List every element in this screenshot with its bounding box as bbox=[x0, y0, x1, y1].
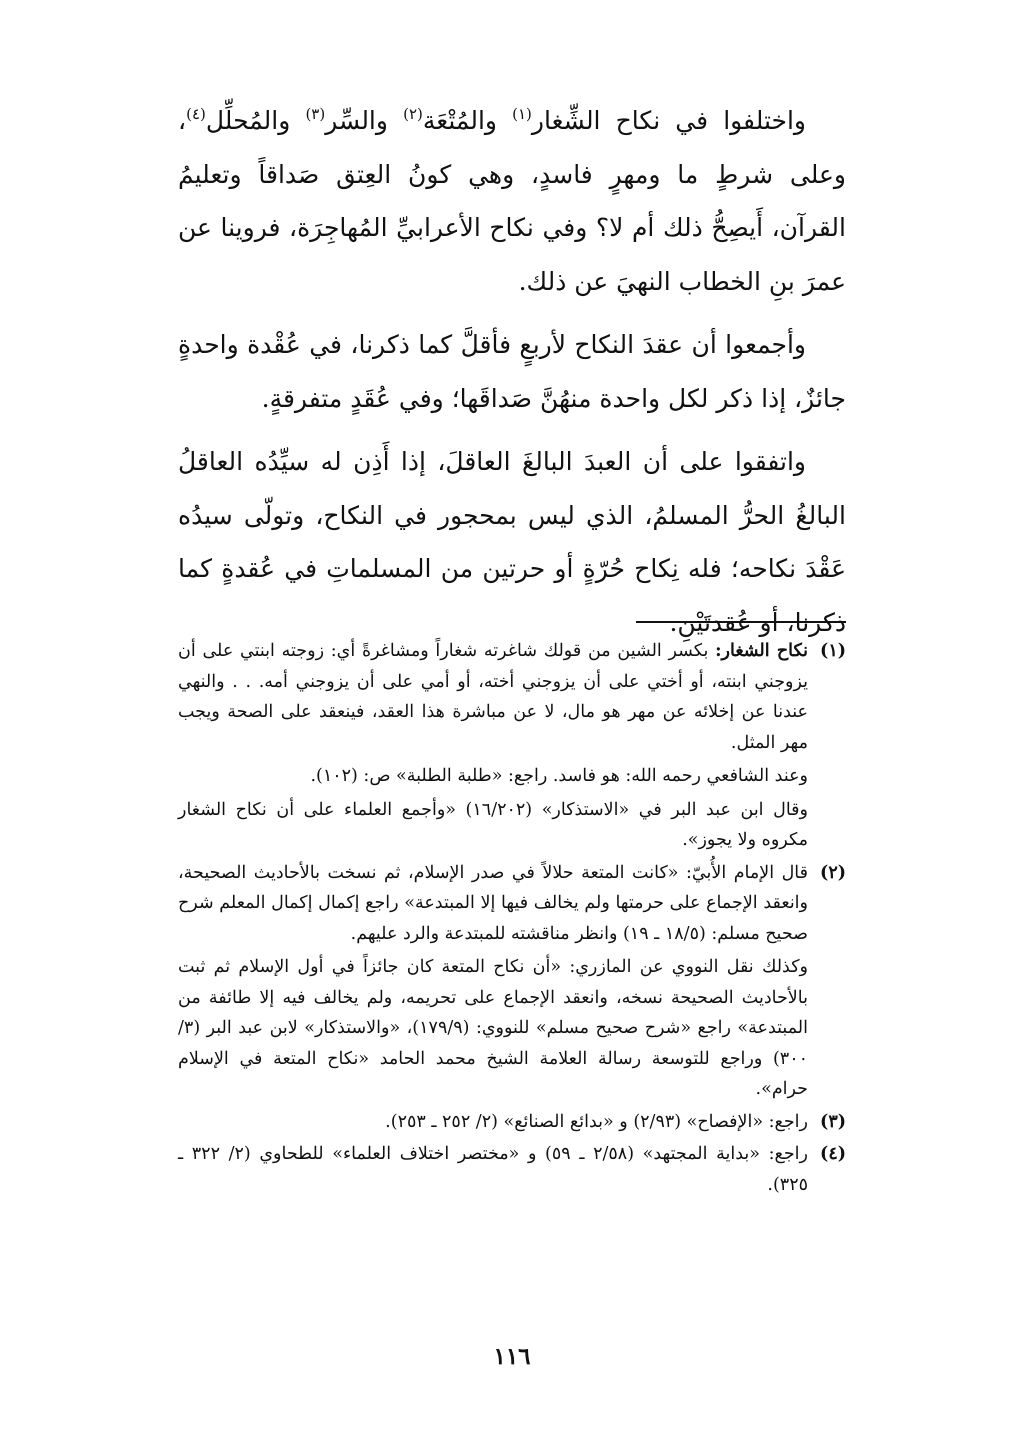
main-text bbox=[178, 94, 846, 649]
page-number: ١١٦ bbox=[493, 1343, 531, 1370]
footnote-number: (٢) bbox=[820, 862, 846, 883]
main-text-run: والمُتْعَة bbox=[422, 106, 513, 135]
footnote-number: (٣) bbox=[820, 1111, 846, 1132]
main-text-run: واختلفوا في نكاح الشِّغار bbox=[531, 106, 807, 135]
footnote-paragraph bbox=[178, 636, 808, 758]
footnote-item bbox=[178, 636, 846, 858]
footnote-number: (٤) bbox=[820, 1144, 846, 1164]
footnote-paragraph: وعند الشافعي رحمه الله: هو فاسد. راجع: «طلبة الطلبة» ص: (١٠٢). bbox=[310, 766, 808, 786]
main-text-run: ، وعلى شرطٍ ما ومهرٍ فاسدٍ، وهي كونُ العِتق صَداقاً وتعليمُ القرآن، أَيصِحُّ ذلك أم لا؟ وفي نكاح الأعرابيِّ المُهاجِرَة، فروينا عن عمرَ بنِ الخطاب النهيَ عن ذلك. bbox=[178, 106, 846, 296]
footnote-paragraph: راجع: «بداية المجتهد» (٢/٥٨ ـ ٥٩) و «مختصر اختلاف العلماء» للطحاوي (٢/ ٣٢٢ ـ ٣٢٥). bbox=[178, 1144, 808, 1195]
footnote-ref: (٢) bbox=[403, 105, 423, 123]
main-text-run: والسِّر bbox=[325, 106, 404, 135]
footnote-heading: نكاح الشغار: bbox=[715, 641, 809, 661]
main-text-run: والمُحلِّل bbox=[205, 106, 306, 135]
footnote-item bbox=[178, 1139, 846, 1202]
footnote-ref: (٤) bbox=[186, 105, 206, 123]
footnote-body bbox=[178, 1107, 808, 1140]
footnote-number: (١) bbox=[820, 641, 846, 661]
footnote-body bbox=[178, 636, 808, 858]
footnote-ref: (٣) bbox=[305, 105, 326, 123]
footnote-body bbox=[178, 858, 808, 1107]
main-paragraph: واتفقوا على أن العبدَ البالغَ العاقلَ، إذا أَذِن له سيِّدُه العاقلُ البالغُ الحرُّ المسلمُ، الذي ليس بمحجور في النكاح، وتولّى سيدُه عَقْدَ نكاحه؛ فله نِكاح حُرّةٍ أو حرتين من المسلماتِ في عُقدةٍ كما ذكرنا، أو عُقدتَيْنِ. bbox=[178, 447, 846, 637]
main-paragraph bbox=[178, 94, 846, 308]
footnote-paragraph: راجع: «الإفصاح» (٢/٩٣) و «بدائع الصنائع» (٢/ ٢٥٢ ـ ٢٥٣). bbox=[385, 1111, 808, 1132]
footnote-separator bbox=[636, 621, 846, 623]
footnote-item bbox=[178, 858, 846, 1107]
footnotes-list bbox=[178, 636, 846, 1202]
footnote-ref: (١) bbox=[512, 105, 532, 123]
main-paragraph: وأجمعوا أن عقدَ النكاح لأربعٍ فأقلَّ كما ذكرنا، في عُقْدة واحدةٍ جائزٌ، إذا ذكر لكل واحدة منهُنَّ صَداقَها؛ وفي عُقَدٍ متفرقةٍ. bbox=[178, 330, 846, 413]
footnote-item bbox=[178, 1107, 846, 1140]
footnote-text: بكسر الشين من قولك شاغرته شغاراً ومشاغرةً أي: زوجته ابنتي على أن يزوجني ابنته، أو أختي على أن يزوجني أخته، أو أمي على أن يزوجني أمه. . . والنهي عندنا عن إخلائه عن مهر هو مال، لا عن مباشرة هذا العقد، فينعقد على الصحة ويجب مهر المثل. bbox=[178, 641, 808, 753]
footnote-paragraph: وكذلك نقل النووي عن المازري: «أن نكاح المتعة كان جائزاً في أول الإسلام ثم ثبت بالأحاديث الصحيحة نسخه، وانعقد الإجماع على تحريمه، ولم يخالف فيه إلا طائفة من المبتدعة» راجع «شرح صحيح مسلم» للنووي: (١٧٩/٩)، «والاستذكار» لابن عبد البر (٣/ ٣٠٠) وراجع للتوسعة رسالة العلامة الشيخ محمد الحامد «نكاح المتعة في الإسلام حرام». bbox=[178, 957, 809, 1099]
footnote-paragraph: قال الإمام الأُبيّ: «كانت المتعة حلالاً في صدر الإسلام، ثم نسخت بالأحاديث الصحيحة، وانعقد الإجماع على حرمتها ولم يخالف فيها إلا المبتدعة» راجع إكمال إكمال المعلم شرح صحيح مسلم: (١٨/٥ ـ ١٩) وانظر مناقشته للمبتدعة والرد عليهم. bbox=[178, 862, 808, 944]
footnote-body bbox=[178, 1139, 808, 1202]
footnote-paragraph: وقال ابن عبد البر في «الاستذكار» (١٦/٢٠٢) «وأجمع العلماء على أن نكاح الشغار مكروه ولا يجوز». bbox=[178, 799, 808, 850]
